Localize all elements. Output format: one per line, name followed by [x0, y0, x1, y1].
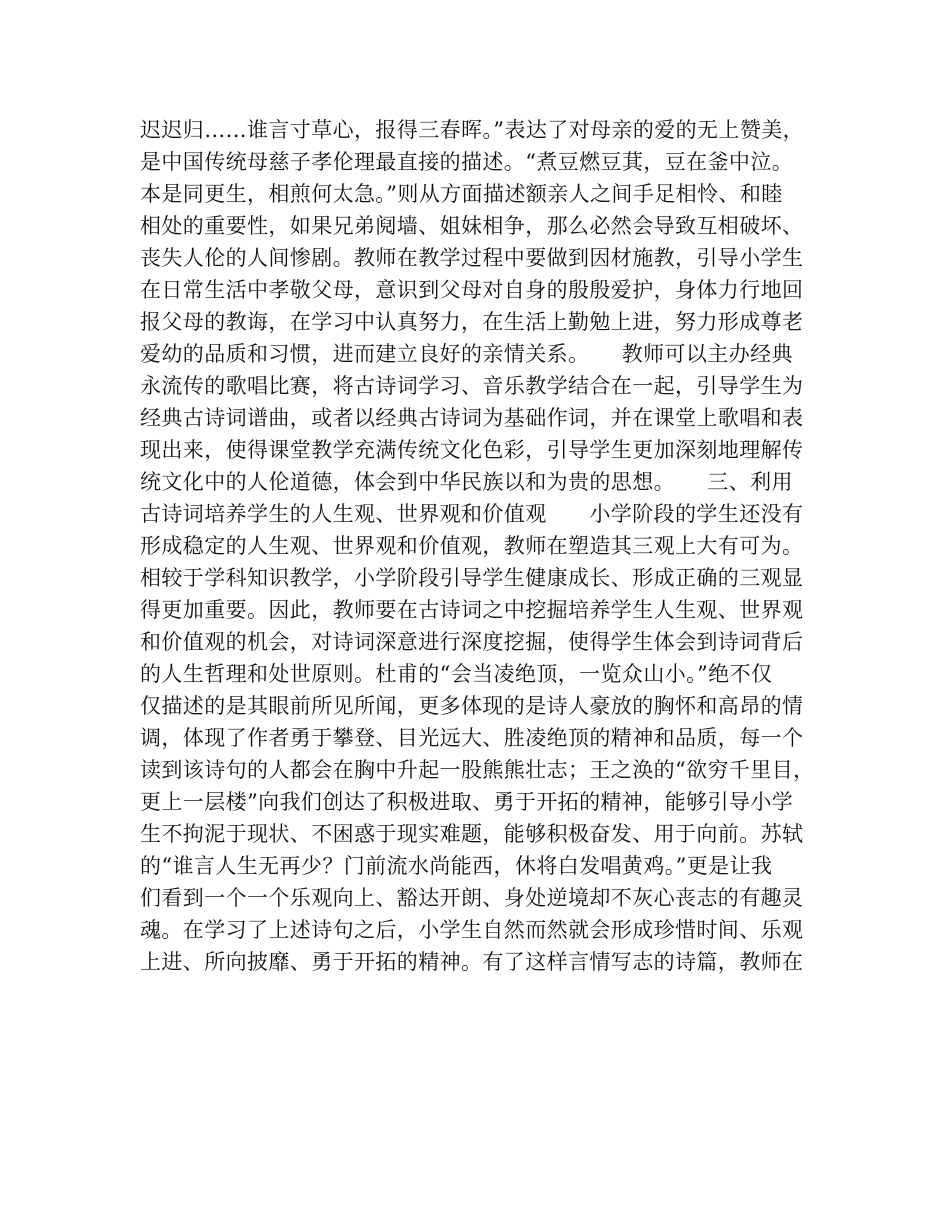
text-line: 爱幼的品质和习惯，进而建立良好的亲情关系。 教师可以主办经典	[140, 342, 793, 366]
text-line: 现出来，使得课堂教学充满传统文化色彩，引导学生更加深刻地理解传	[140, 438, 804, 462]
text-line: 在日常生活中孝敬父母，意识到父母对自身的殷殷爱护，身体力行地回	[140, 278, 804, 302]
text-line: 的“谁言人生无再少？门前流水尚能西，休将白发唱黄鸡。”更是让我	[140, 854, 773, 878]
text-line: 上进、所向披靡、勇于开拓的精神。有了这样言情写志的诗篇，教师在	[140, 950, 804, 974]
text-line: 们看到一个一个乐观向上、豁达开朗、身处逆境却不灰心丧志的有趣灵	[140, 886, 804, 910]
body-text	[140, 114, 840, 978]
text-line: 形成稳定的人生观、世界观和价值观，教师在塑造其三观上大有可为。	[140, 534, 804, 558]
text-line: 仅描述的是其眼前所见所闻，更多体现的是诗人豪放的胸怀和高昂的情	[140, 694, 804, 718]
text-line: 古诗词培养学生的人生观、世界观和价值观 小学阶段的学生还没有	[140, 502, 804, 526]
text-line: 是中国传统母慈子孝伦理最直接的描述。“煮豆燃豆萁，豆在釜中泣。	[140, 150, 794, 174]
text-line: 生不拘泥于现状、不困惑于现实难题，能够积极奋发、用于向前。苏轼	[140, 822, 804, 846]
text-line: 丧失人伦的人间惨剧。教师在教学过程中要做到因材施教，引导小学生	[140, 246, 804, 270]
text-line: 统文化中的人伦道德，体会到中华民族以和为贵的思想。 三、利用	[140, 470, 793, 494]
text-line: 相较于学科知识教学，小学阶段引导学生健康成长、形成正确的三观显	[140, 566, 804, 590]
text-line: 本是同更生，相煎何太急。”则从方面描述额亲人之间手足相怜、和睦	[140, 182, 783, 206]
text-line: 相处的重要性，如果兄弟阋墙、姐妹相争，那么必然会导致互相破坏、	[140, 214, 804, 238]
text-line: 经典古诗词谱曲，或者以经典古诗词为基础作词，并在课堂上歌唱和表	[140, 406, 804, 430]
text-line: 得更加重要。因此，教师要在古诗词之中挖掘培养学生人生观、世界观	[140, 598, 804, 622]
text-line: 调，体现了作者勇于攀登、目光远大、胜凌绝顶的精神和品质，每一个	[140, 726, 804, 750]
text-line: 迟迟归……谁言寸草心，报得三春晖。”表达了对母亲的爱的无上赞美，	[140, 118, 805, 142]
text-line: 和价值观的机会，对诗词深意进行深度挖掘，使得学生体会到诗词背后	[140, 630, 804, 654]
text-line: 更上一层楼”向我们创达了积极进取、勇于开拓的精神，能够引导小学	[140, 790, 794, 814]
text-line: 读到该诗句的人都会在胸中升起一股熊熊壮志；王之涣的“欲穷千里目，	[140, 758, 815, 782]
text-line: 永流传的歌唱比赛，将古诗词学习、音乐教学结合在一起，引导学生为	[140, 374, 804, 398]
text-line: 的人生哲理和处世原则。杜甫的“会当凌绝顶，一览众山小。”绝不仅	[140, 662, 773, 686]
text-line: 报父母的教诲，在学习中认真努力，在生活上勤勉上进，努力形成尊老	[140, 310, 804, 334]
text-line: 魂。在学习了上述诗句之后，小学生自然而然就会形成珍惜时间、乐观	[140, 918, 804, 942]
